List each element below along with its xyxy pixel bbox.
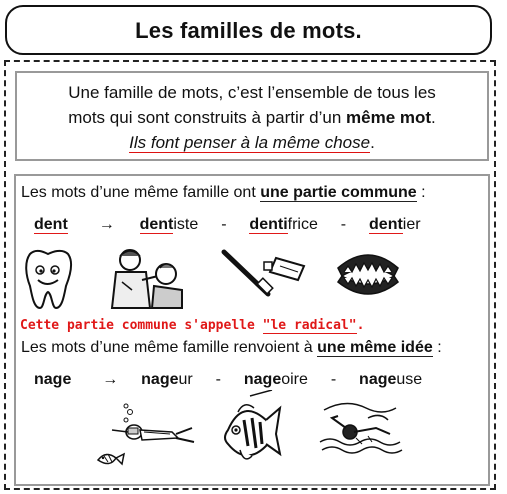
suffix: oire (281, 371, 308, 388)
fish-icon (218, 390, 284, 470)
radical-text: Cette partie commune s'appelle (20, 318, 263, 333)
family-word (359, 371, 422, 388)
radical-statement (20, 318, 364, 333)
intro-text: Les mots d’une même famille ont (21, 184, 261, 201)
section2-intro (21, 339, 442, 357)
radical-text: . (356, 318, 365, 333)
family-word (244, 371, 308, 388)
swimmer-icon (316, 398, 404, 460)
dent-family-row (34, 216, 421, 234)
family-word (141, 371, 193, 388)
radical: dent (369, 216, 403, 233)
separator: - (215, 371, 221, 388)
definition-line-2 (17, 108, 487, 128)
arrow: → (102, 371, 119, 388)
diver-icon (92, 402, 196, 472)
title-box (5, 5, 492, 55)
definition-italic: Ils font penser à la même chose (129, 133, 371, 152)
radical: nage (359, 371, 397, 388)
intro-bold: une même idée (317, 339, 433, 356)
radical: denti (249, 216, 288, 233)
section1-intro (21, 184, 426, 202)
tooth-icon (22, 246, 74, 312)
intro-text: : (416, 184, 426, 201)
dentist-icon (102, 246, 186, 314)
intro-bold: une partie commune (260, 184, 417, 201)
definition-box (15, 71, 489, 161)
definition-text: . (370, 133, 375, 152)
radical: nage (141, 371, 179, 388)
definition-text: mots qui sont construits à partir d’un (68, 108, 347, 127)
dentures-icon (334, 246, 402, 304)
suffix: ier (402, 216, 421, 233)
separator: - (340, 216, 347, 233)
definition-bold: même mot (346, 108, 432, 127)
separator: - (330, 371, 337, 388)
page-title: Les familles de mots. (135, 18, 362, 43)
toothbrush-toothpaste-icon (218, 246, 310, 302)
root-word: nage (34, 371, 72, 388)
definition-text: . (431, 108, 436, 127)
definition-line-3 (17, 133, 487, 153)
family-word (249, 216, 317, 234)
separator: - (221, 216, 227, 233)
nage-family-row (34, 371, 422, 389)
radical-term: "le radical" (262, 318, 357, 333)
suffix: iste (173, 216, 199, 233)
family-word (369, 216, 421, 234)
intro-text: : (432, 339, 442, 356)
radical: dent (139, 216, 174, 233)
suffix: frice (287, 216, 318, 233)
family-word (140, 216, 199, 234)
suffix: use (396, 371, 423, 388)
radical: nage (243, 371, 282, 388)
root-word: dent (34, 216, 68, 233)
arrow: → (98, 216, 115, 233)
suffix: ur (178, 371, 193, 388)
intro-text: Les mots d’une même famille renvoient à (21, 339, 318, 356)
definition-line-1: Une famille de mots, c’est l’ensemble de tous les (68, 83, 436, 102)
